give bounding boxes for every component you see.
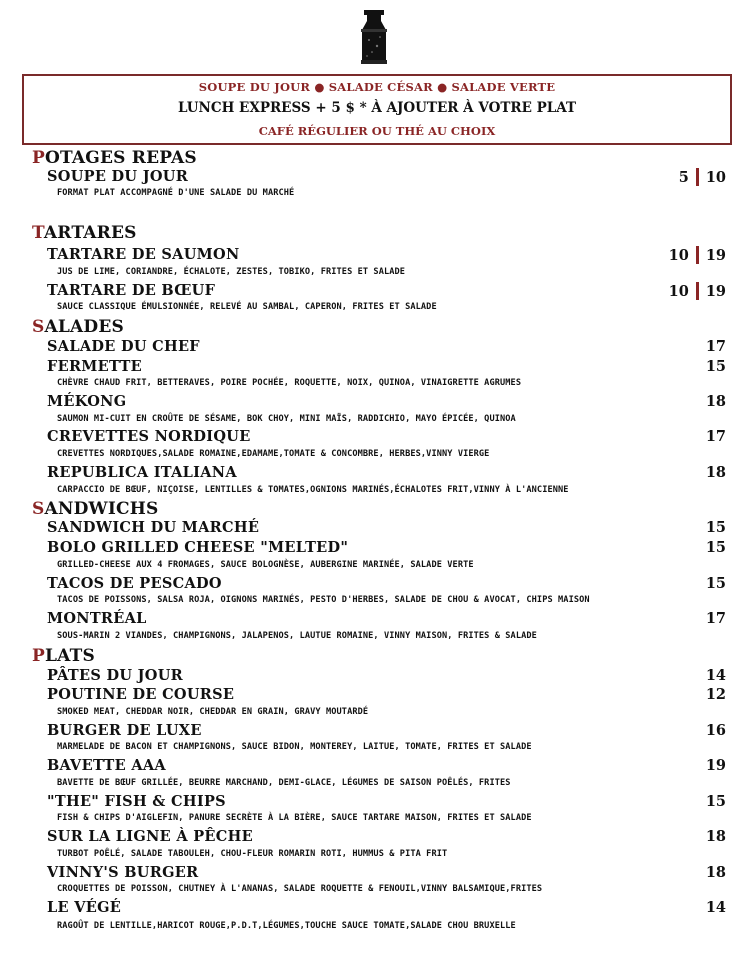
section-initial: T	[32, 223, 44, 243]
item-price-tartare-boeuf	[669, 282, 726, 300]
item-name-crevettes: CREVETTES NORDIQUE	[47, 428, 251, 445]
item-desc-mekong: SAUMON MI-CUIT EN CROÛTE DE SÉSAME, BOK CHOY, MINI MAÏS, RADDICHIO, MAYO ÉPICÉE, QUINOA	[57, 414, 516, 424]
section-initial: S	[32, 317, 45, 337]
item-desc-bolo: GRILLED-CHEESE AUX 4 FROMAGES, SAUCE BOLOGNÈSE, AUBERGINE MARINÉE, SALADE VERTE	[57, 560, 474, 570]
item-name-montreal: MONTRÉAL	[47, 610, 147, 627]
price-large: 19	[705, 246, 726, 264]
item-price-ligne: 18	[705, 828, 726, 845]
item-price-pates: 14	[705, 667, 726, 684]
section-initial: P	[32, 646, 45, 666]
price-small: 10	[668, 282, 689, 300]
price-large: 10	[705, 168, 726, 186]
section-rest: ARTARES	[43, 223, 137, 243]
banner-line-2: LUNCH EXPRESS + 5 $ * À AJOUTER À VOTRE PLAT	[177, 100, 577, 116]
item-price-bolo: 15	[705, 539, 726, 556]
price-divider	[696, 282, 699, 300]
section-initial: S	[32, 499, 45, 519]
item-desc-tartare-saumon: JUS DE LIME, CORIANDRE, ÉCHALOTE, ZESTES, TOBIKO, FRITES ET SALADE	[57, 267, 406, 277]
section-title-tartares	[32, 223, 137, 243]
item-price-fermette: 15	[705, 358, 726, 375]
item-price-bavette: 19	[705, 757, 726, 774]
item-name-ligne: SUR LA LIGNE À PÊCHE	[47, 828, 253, 845]
item-name-soupe: SOUPE DU JOUR	[47, 168, 189, 185]
item-price-crevettes: 17	[705, 428, 726, 445]
section-title-plats	[32, 646, 95, 666]
section-title-potages	[32, 148, 197, 168]
item-desc-tartare-boeuf: SAUCE CLASSIQUE ÉMULSIONNÉE, RELEVÉ AU SAMBAL, CAPERON, FRITES ET SALADE	[57, 302, 437, 312]
section-rest: OTAGES REPAS	[44, 148, 197, 168]
section-initial: P	[32, 148, 45, 168]
section-title-sandwichs	[32, 499, 158, 519]
lunch-express-banner	[22, 74, 732, 145]
item-name-fermette: FERMETTE	[47, 358, 143, 375]
item-desc-soupe: FORMAT PLAT ACCOMPAGNÉ D'UNE SALADE DU MARCHÉ	[57, 188, 295, 198]
item-name-republica: REPUBLICA ITALIANA	[47, 464, 237, 481]
price-large: 19	[705, 282, 726, 300]
item-desc-vinny: CROQUETTES DE POISSON, CHUTNEY À L'ANANAS, SALADE ROQUETTE & FENOUIL,VINNY BALSAMIQUE,FRITES	[57, 884, 543, 894]
item-price-tacos: 15	[705, 575, 726, 592]
item-desc-poutine: SMOKED MEAT, CHEDDAR NOIR, CHEDDAR EN GRAIN, GRAVY MOUTARDÉ	[57, 707, 369, 717]
section-title-salades	[32, 317, 124, 337]
item-desc-bavette: BAVETTE DE BŒUF GRILLÉE, BEURRE MARCHAND, DEMI-GLACE, LÉGUMES DE SAISON POÊLÉS, FRITES	[57, 778, 511, 788]
item-price-burger-luxe: 16	[705, 722, 726, 739]
item-name-vinny: VINNY'S BURGER	[47, 864, 199, 881]
price-small: 10	[668, 246, 689, 264]
item-price-vinny: 18	[705, 864, 726, 881]
item-desc-burger-luxe: MARMELADE DE BACON ET CHAMPIGNONS, SAUCE BIDON, MONTEREY, LAITUE, TOMATE, FRITES ET SALADE	[57, 742, 532, 752]
item-desc-republica: CARPACCIO DE BŒUF, NIÇOISE, LENTILLES & TOMATES,OGNIONS MARINÉS,ÉCHALOTES FRIT,VINNY À L'ANCIENNE	[57, 485, 569, 495]
item-price-tartare-saumon	[669, 246, 726, 264]
price-small: 5	[678, 168, 689, 186]
item-name-vege: LE VÉGÉ	[47, 899, 122, 916]
item-desc-montreal: SOUS-MARIN 2 VIANDES, CHAMPIGNONS, JALAPENOS, LAUTUE ROMAINE, VINNY MAISON, FRITES & SALADE	[57, 631, 537, 641]
banner-line-1: SOUPE DU JOUR ● SALADE CÉSAR ● SALADE VERTE	[198, 80, 556, 94]
item-price-sandwich-marche: 15	[705, 519, 726, 536]
price-divider	[696, 246, 699, 264]
item-desc-fermette: CHÈVRE CHAUD FRIT, BETTERAVES, POIRE POCHÉE, ROQUETTE, NOIX, QUINOA, VINAIGRETTE AGRUMES	[57, 378, 522, 388]
item-name-tartare-boeuf: TARTARE DE BŒUF	[47, 282, 216, 299]
item-name-bavette: BAVETTE AAA	[47, 757, 166, 774]
item-name-tartare-saumon: TARTARE DE SAUMON	[47, 246, 240, 263]
price-divider	[696, 168, 699, 186]
item-name-bolo: BOLO GRILLED CHEESE "MELTED"	[47, 539, 349, 556]
item-desc-vege: RAGOÛT DE LENTILLE,HARICOT ROUGE,P.D.T,LÉGUMES,TOUCHE SAUCE TOMATE,SALADE CHOU BRUXELLE	[57, 921, 516, 931]
item-desc-ligne: TURBOT POÊLÉ, SALADE TABOULEH, CHOU-FLEUR ROMARIN ROTI, HUMMUS & PITA FRIT	[57, 849, 448, 859]
item-price-mekong: 18	[705, 393, 726, 410]
item-price-republica: 18	[705, 464, 726, 481]
item-price-poutine: 12	[705, 686, 726, 703]
item-price-salade-chef: 17	[705, 338, 726, 355]
item-name-salade-chef: SALADE DU CHEF	[47, 338, 200, 355]
item-name-pates: PÂTES DU JOUR	[47, 667, 184, 684]
item-price-soupe	[679, 168, 726, 186]
milk-can-logo	[355, 10, 393, 66]
section-rest: ANDWICHS	[44, 499, 159, 519]
item-name-sandwich-marche: SANDWICH DU MARCHÉ	[47, 519, 260, 536]
item-price-montreal: 17	[705, 610, 726, 627]
item-name-burger-luxe: BURGER DE LUXE	[47, 722, 202, 739]
item-desc-crevettes: CREVETTES NORDIQUES,SALADE ROMAINE,EDAMAME,TOMATE & CONCOMBRE, HERBES,VINNY VIERGE	[57, 449, 490, 459]
item-price-vege: 14	[705, 899, 726, 916]
item-desc-tacos: TACOS DE POISSONS, SALSA ROJA, OIGNONS MARINÉS, PESTO D'HERBES, SALADE DE CHOU & AVOCAT, CHIPS MAISON	[57, 595, 590, 605]
item-price-fish: 15	[705, 793, 726, 810]
item-desc-fish: FISH & CHIPS D'AIGLEFIN, PANURE SECRÈTE À LA BIÈRE, SAUCE TARTARE MAISON, FRITES ET SALADE	[57, 813, 532, 823]
item-name-tacos: TACOS DE PESCADO	[47, 575, 222, 592]
section-rest: LATS	[44, 646, 95, 666]
banner-line-3: CAFÉ RÉGULIER OU THÉ AU CHOIX	[258, 124, 496, 138]
section-rest: ALADES	[44, 317, 124, 337]
item-name-fish: "THE" FISH & CHIPS	[47, 793, 226, 810]
item-name-mekong: MÉKONG	[47, 393, 127, 410]
item-name-poutine: POUTINE DE COURSE	[47, 686, 235, 703]
